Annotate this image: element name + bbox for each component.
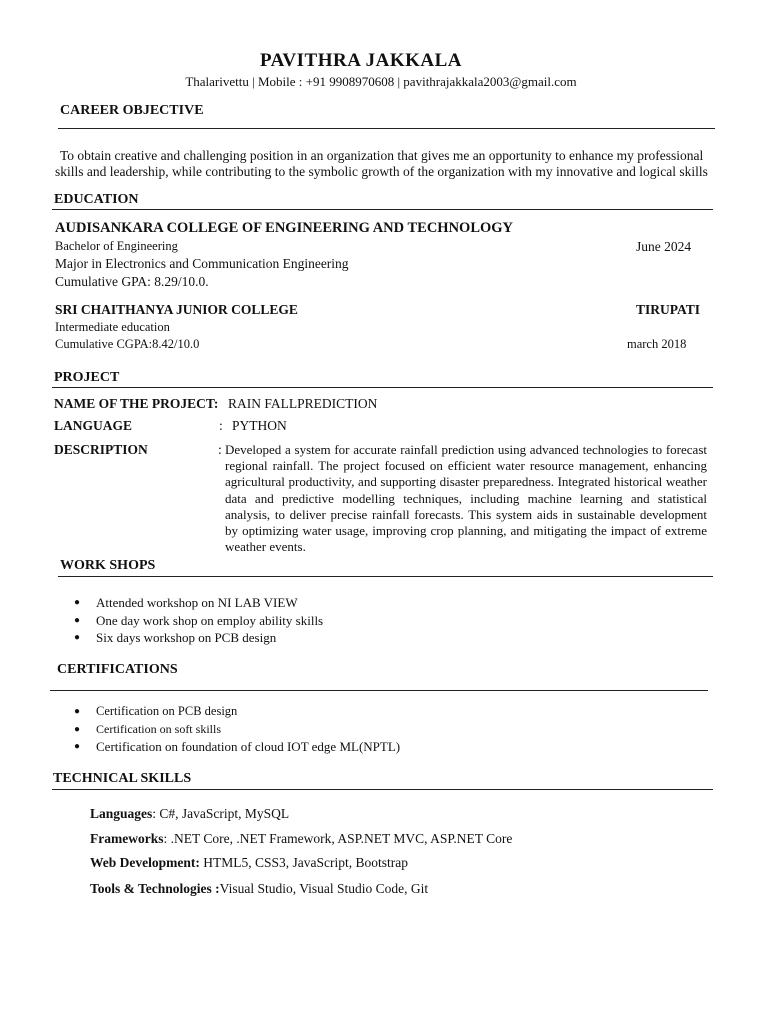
college-degree: Bachelor of Engineering [55, 239, 178, 253]
junior-college-location: TIRUPATI [636, 302, 701, 317]
skill-web-development-label: Web Development: [90, 855, 200, 870]
list-item: ● Certification on PCB design [74, 703, 400, 721]
list-item: ● Certification on soft skills [74, 721, 400, 739]
skill-frameworks-label: Frameworks [90, 831, 164, 846]
college-name: AUDISANKARA COLLEGE OF ENGINEERING AND TECHNOLOGY [55, 220, 514, 236]
project-name-label: NAME OF THE PROJECT: [54, 396, 219, 411]
skill-tools-value: Visual Studio, Visual Studio Code, Git [219, 881, 429, 896]
skill-web-development [90, 855, 408, 871]
list-item: ● Six days workshop on PCB design [74, 629, 323, 647]
career-objective-rule [58, 128, 715, 129]
project-language-value: PYTHON [232, 418, 287, 433]
college-major: Major in Electronics and Communication Engineering [55, 256, 349, 271]
junior-college-date: march 2018 [627, 337, 687, 351]
project-rule [52, 387, 713, 388]
certifications-heading: CERTIFICATIONS [57, 662, 178, 677]
education-heading: EDUCATION [54, 192, 139, 207]
skill-tools [90, 881, 428, 897]
career-objective-line-2: skills and leadership, while contributing to the symbolic growth of the organization with my innovative and logical skills [55, 164, 708, 179]
project-description-colon: : [218, 442, 222, 457]
junior-college-program: Intermediate education [55, 320, 170, 334]
junior-college-cgpa: Cumulative CGPA:8.42/10.0 [55, 337, 200, 351]
junior-college-name: SRI CHAITHANYA JUNIOR COLLEGE [55, 302, 298, 317]
college-date: June 2024 [636, 239, 692, 254]
list-item: ● One day work shop on employ ability skills [74, 612, 323, 630]
skill-languages-label: Languages [90, 806, 153, 821]
project-language-colon: : [219, 418, 223, 433]
technical-skills-heading: TECHNICAL SKILLS [53, 771, 192, 786]
project-name-value: RAIN FALLPREDICTION [228, 396, 378, 411]
technical-skills-rule [52, 789, 713, 790]
list-item: ● Attended workshop on NI LAB VIEW [74, 594, 323, 612]
project-description-label: DESCRIPTION [54, 442, 148, 457]
workshops-heading: WORK SHOPS [60, 558, 156, 573]
project-description-text: Developed a system for accurate rainfall prediction using advanced technologies to forecast regional rainfall. The project focused on efficient water resource management, enhancing agricultural productivity, and supporting disaster preparedness. Integrated historical weather data and predictive modelling techniques, including machine learning and statistical analysis, to deliver precise rainfall forecasts. This system aids in sustainable development by optimizing water usage, improving crop planning, and mitigating the impact of extreme weather events. [225, 442, 707, 555]
skill-languages-value: : C#, JavaScript, MySQL [152, 806, 290, 821]
certifications-list [74, 703, 400, 756]
list-item: ● Certification on foundation of cloud IOT edge ML(NPTL) [74, 738, 400, 756]
skill-languages [90, 806, 289, 822]
career-objective-heading: CAREER OBJECTIVE [60, 103, 204, 118]
project-heading: PROJECT [54, 370, 120, 385]
skill-frameworks-value: : .NET Core, .NET Framework, ASP.NET MVC, ASP.NET Core [163, 831, 513, 846]
project-language-label: LANGUAGE [54, 418, 133, 433]
skill-frameworks [90, 831, 512, 847]
certifications-rule [50, 690, 708, 691]
skill-tools-label: Tools & Technologies : [90, 881, 220, 896]
contact-line: Thalarivettu | Mobile : +91 9908970608 | pavithrajakkala2003@gmail.com [185, 74, 577, 89]
workshops-rule [58, 576, 713, 577]
workshops-list [74, 594, 323, 647]
college-gpa: Cumulative GPA: 8.29/10.0. [55, 274, 209, 289]
candidate-name: PAVITHRA JAKKALA [259, 50, 463, 71]
skill-web-development-value: HTML5, CSS3, JavaScript, Bootstrap [199, 855, 408, 870]
career-objective-line-1: To obtain creative and challenging position in an organization that gives me an opportunity to enhance my professional [60, 148, 704, 163]
education-rule [52, 209, 713, 210]
